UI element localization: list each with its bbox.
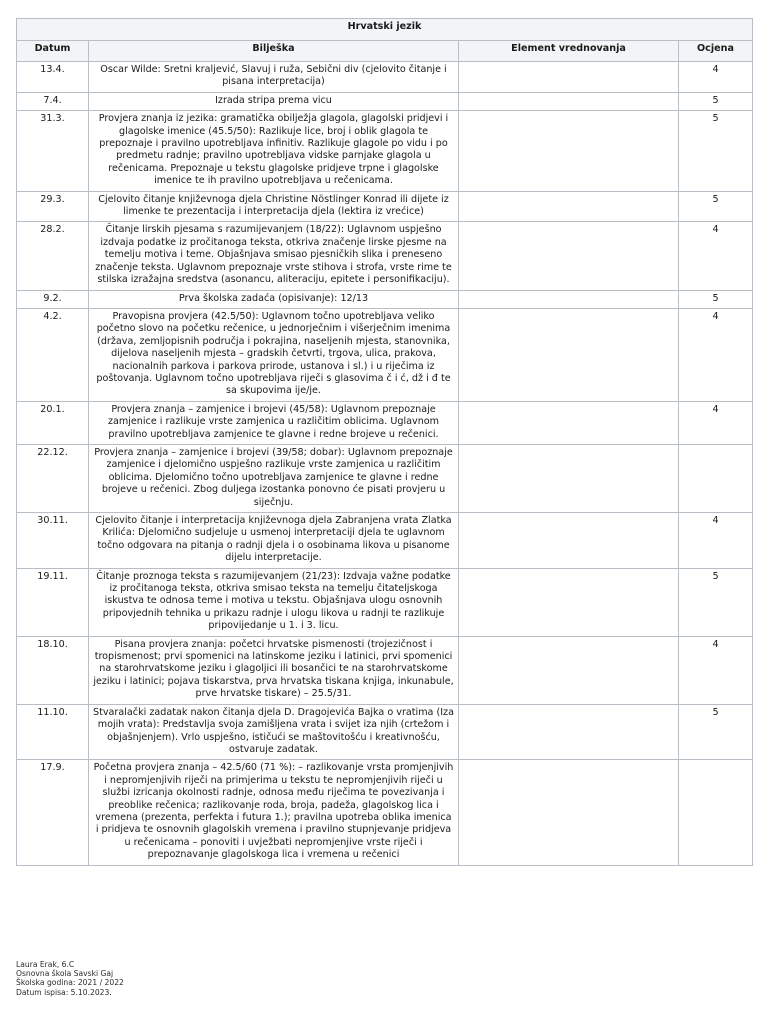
element-cell bbox=[459, 568, 679, 636]
page-footer bbox=[16, 960, 124, 997]
note-cell: Početna provjera znanja – 42.5/60 (71 %): – razlikovanje vrsta promjenjivih i nepromjenjivih riječi na primjerima u tekstu te nepromjenjivih riječi u službi izricanja okolnosti radnje, odnosa među riječima te povezivanja i preoblike rečenica; razlikovanje roda, broja, padeža, glagolskog lica i vremena (prezenta, perfekta i futura 1.); pravilna upotreba oblika imenica i pridjeva te osnovnih glagolskih vremena i pravilno stupnjevanje pridjeva u rečenicama – ponoviti i uvježbati nepromjenjive vrste riječi i prepoznavanje glagolskoga lica i vremena u rečenici bbox=[89, 760, 459, 865]
element-cell bbox=[459, 513, 679, 569]
date-cell: 19.11. bbox=[17, 568, 89, 636]
table-row bbox=[17, 513, 753, 569]
element-cell bbox=[459, 191, 679, 222]
note-cell: Pisana provjera znanja: početci hrvatske pismenosti (trojezičnost i tropismenost; prvi spomenici na latinskome jeziku i latinici, prvi spomenici na starohrvatskome jeziku i glagoljici ili bosančici te na starohrvatskome jeziku i latinici; pojava tiskarstva, prva hrvatska tiskana knjiga, inkunabule, prve hrvatske tiskare) – 25.5/31. bbox=[89, 636, 459, 704]
grade-cell: 4 bbox=[679, 401, 753, 444]
date-cell: 29.3. bbox=[17, 191, 89, 222]
date-cell: 4.2. bbox=[17, 308, 89, 401]
footer-school: Osnovna škola Savski Gaj bbox=[16, 969, 114, 979]
note-cell: Čitanje proznoga teksta s razumijevanjem (21/23): Izdvaja važne podatke iz pročitanoga teksta, otkriva smisao teksta na temelju čitateljskoga iskustva te odnosa teme i motiva u tekstu. Objašnjava ulogu osnovnih pripovjednih tehnika u prikazu radnje i ulogu likova u radnji te razlikuje pripovijedanje u 1. i 3. licu. bbox=[89, 568, 459, 636]
element-cell bbox=[459, 222, 679, 290]
subject-title: Hrvatski jezik bbox=[17, 19, 753, 41]
element-cell bbox=[459, 111, 679, 191]
grades-sheet bbox=[16, 18, 752, 866]
grade-cell: 4 bbox=[679, 62, 753, 93]
table-row bbox=[17, 62, 753, 93]
note-cell: Cjelovito čitanje i interpretacija književnoga djela Zabranjena vrata Zlatka Krilića: Djelomično sudjeluje u usmenoj interpretaciji djela te uglavnom točno odgovara na pitanja o radnji djela i o osobinama likova u pisanome dijelu interpretacije. bbox=[89, 513, 459, 569]
header-note: Bilješka bbox=[89, 41, 459, 62]
table-body bbox=[17, 62, 753, 866]
date-cell: 11.10. bbox=[17, 704, 89, 760]
footer-school-year: Školska godina: 2021 / 2022 bbox=[16, 978, 124, 988]
table-row bbox=[17, 401, 753, 444]
date-cell: 22.12. bbox=[17, 444, 89, 512]
date-cell: 18.10. bbox=[17, 636, 89, 704]
header-element: Element vrednovanja bbox=[459, 41, 679, 62]
table-row bbox=[17, 111, 753, 191]
date-cell: 31.3. bbox=[17, 111, 89, 191]
table-row bbox=[17, 92, 753, 110]
note-cell: Provjera znanja – zamjenice i brojevi (39/58; dobar): Uglavnom prepoznaje zamjenice i djelomično uspješno razlikuje vrste zamjenica u različitim oblicima. Djelomično točno upotrebljava zamjenice te glavne i redne brojeve u rečenici. Zbog duljega izostanka ponovno će pisati provjeru u siječnju. bbox=[89, 444, 459, 512]
element-cell bbox=[459, 92, 679, 110]
element-cell bbox=[459, 704, 679, 760]
date-cell: 9.2. bbox=[17, 290, 89, 308]
grade-cell: 5 bbox=[679, 191, 753, 222]
footer-print-date: Datum ispisa: 5.10.2023. bbox=[16, 987, 112, 997]
note-cell: Izrada stripa prema vicu bbox=[89, 92, 459, 110]
table-row bbox=[17, 444, 753, 512]
table-title-row bbox=[17, 19, 753, 41]
grades-table bbox=[16, 18, 753, 866]
header-grade: Ocjena bbox=[679, 41, 753, 62]
grade-cell: 4 bbox=[679, 636, 753, 704]
grade-cell: 5 bbox=[679, 111, 753, 191]
table-row bbox=[17, 704, 753, 760]
table-row bbox=[17, 290, 753, 308]
grade-cell bbox=[679, 760, 753, 865]
footer-student: Laura Erak, 6.C bbox=[16, 960, 75, 969]
note-cell: Cjelovito čitanje književnoga djela Christine Nöstlinger Konrad ili dijete iz limenke te prezentacija i interpretacija djela (lektira iz vrećice) bbox=[89, 191, 459, 222]
element-cell bbox=[459, 62, 679, 93]
note-cell: Prva školska zadaća (opisivanje): 12/13 bbox=[89, 290, 459, 308]
date-cell: 17.9. bbox=[17, 760, 89, 865]
grade-cell bbox=[679, 444, 753, 512]
date-cell: 28.2. bbox=[17, 222, 89, 290]
table-row bbox=[17, 191, 753, 222]
note-cell: Pravopisna provjera (42.5/50): Uglavnom točno upotrebljava veliko početno slovo na početku rečenice, u jednorječnim i višerječnim imenima (država, zemljopisnih područja i pokrajina, naseljenih mjesta, stanovnika, dijelova naseljenih mjesta – gradskih četvrti, trgova, ulica, prakova, nacionalnih parkova i parkova prirode, ustanova i sl.) i u riječima iz poštovanja. Uglavnom točno upotrebljava riječi s glasovima č i ć, dž i đ te sa skupovima ije/je. bbox=[89, 308, 459, 401]
header-date: Datum bbox=[17, 41, 89, 62]
date-cell: 30.11. bbox=[17, 513, 89, 569]
grade-cell: 4 bbox=[679, 513, 753, 569]
table-row bbox=[17, 222, 753, 290]
date-cell: 20.1. bbox=[17, 401, 89, 444]
element-cell bbox=[459, 290, 679, 308]
element-cell bbox=[459, 444, 679, 512]
table-row bbox=[17, 760, 753, 865]
element-cell bbox=[459, 636, 679, 704]
note-cell: Čitanje lirskih pjesama s razumijevanjem (18/22): Uglavnom uspješno izdvaja podatke iz pročitanoga teksta, otkriva značenje lirske pjesme na temelju motiva i teme. Objašnjava smisao pjesničkih slika i preneseno značenje teksta. Uglavnom prepoznaje vrste stihova i strofa, vrste rime te stilska izražajna sredstva (asonancu, aliteraciju, epitete i personifikaciju). bbox=[89, 222, 459, 290]
note-cell: Stvaralački zadatak nakon čitanja djela D. Dragojevića Bajka o vratima (Iza mojih vrata): Predstavlja svoja zamišljena vrata i svijet iza njih (crtežom i objašnjenjem). Vrlo uspješno, ističući se maštovitošću i kreativnošću, ostvaruje zadatak. bbox=[89, 704, 459, 760]
table-row bbox=[17, 568, 753, 636]
note-cell: Provjera znanja – zamjenice i brojevi (45/58): Uglavnom prepoznaje zamjenice i razlikuje vrste zamjenica u različitim oblicima. Uglavnom pravilno upotrebljava zamjenice te glavne i redne brojeve u rečenici. bbox=[89, 401, 459, 444]
table-header-row bbox=[17, 41, 753, 62]
element-cell bbox=[459, 760, 679, 865]
date-cell: 13.4. bbox=[17, 62, 89, 93]
element-cell bbox=[459, 401, 679, 444]
element-cell bbox=[459, 308, 679, 401]
note-cell: Provjera znanja iz jezika: gramatička obilježja glagola, glagolski pridjevi i glagolske imenice (45.5/50): Razlikuje lice, broj i oblik glagola te prepoznaje i pravilno upotrebljava infinitiv. Razlikuje glagole po vidu i po predmetu radnje; pravilno upotrebljava vidske parnjake glagola u rečenicama. Prepoznaje u tekstu glagolske pridjeve trpne i glagolske imenice te ih pravilno upotrebljava u rečenicama. bbox=[89, 111, 459, 191]
table-row bbox=[17, 308, 753, 401]
grade-cell: 5 bbox=[679, 92, 753, 110]
date-cell: 7.4. bbox=[17, 92, 89, 110]
note-cell: Oscar Wilde: Sretni kraljević, Slavuj i ruža, Sebični div (cjelovito čitanje i pisana interpretacija) bbox=[89, 62, 459, 93]
grade-cell: 4 bbox=[679, 222, 753, 290]
grade-cell: 5 bbox=[679, 290, 753, 308]
grade-cell: 4 bbox=[679, 308, 753, 401]
grade-cell: 5 bbox=[679, 704, 753, 760]
grade-cell: 5 bbox=[679, 568, 753, 636]
table-row bbox=[17, 636, 753, 704]
